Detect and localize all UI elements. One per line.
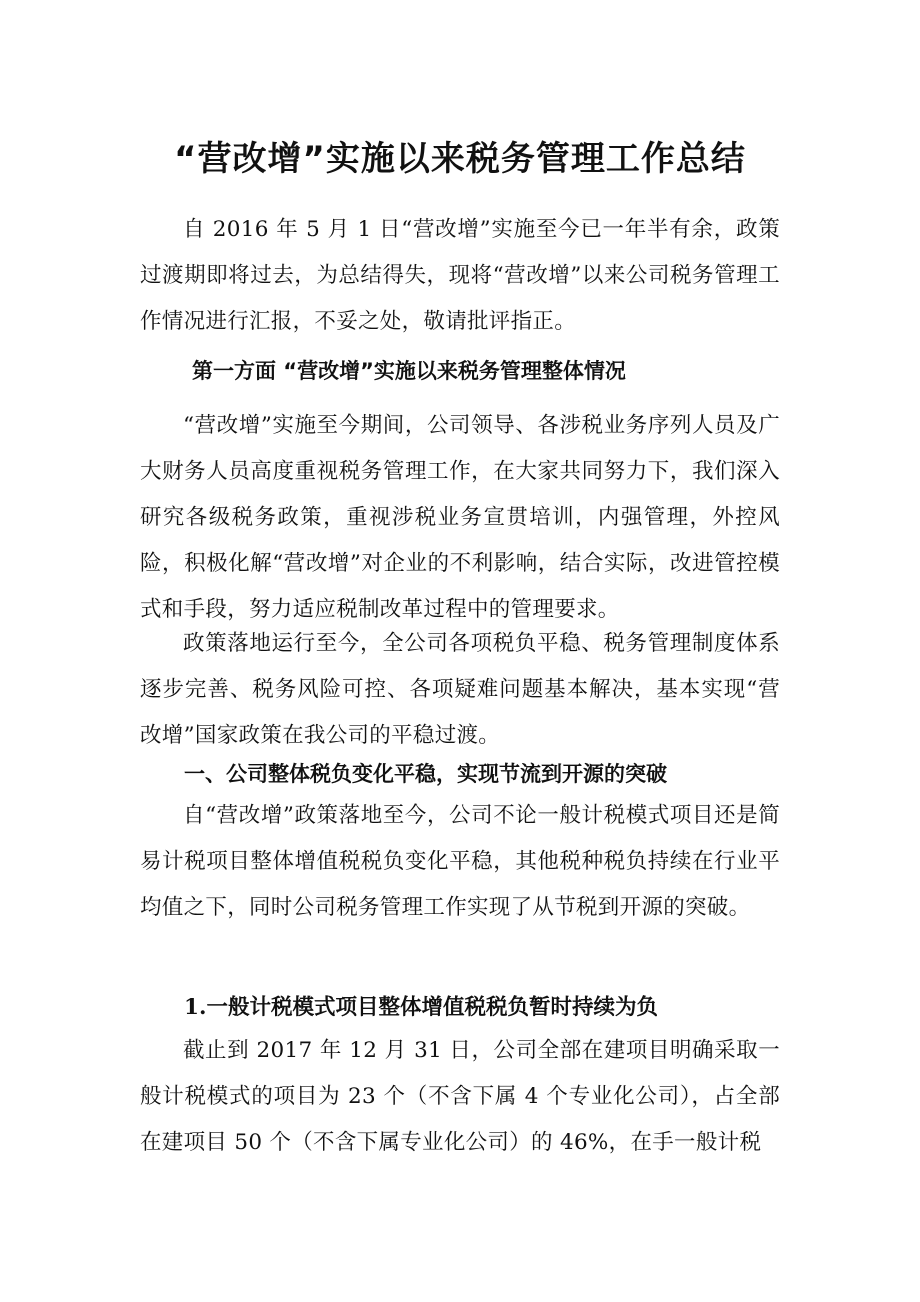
subsection-heading: 一、公司整体税负变化平稳，实现节流到开源的突破 xyxy=(184,762,667,786)
item-heading: 1.一般计税模式项目整体增值税税负暂时持续为负 xyxy=(184,995,658,1020)
section-paragraph-1: “营改增”实施至今期间，公司领导、各涉税业务序列人员及广大财务人员高度重视税务管理工作，在大家共同努力下，我们深入研究各级税务政策，重视涉税业务宣贯培训，内强管理，外控风险，积极化解“营改增”对企业的不利影响，结合实际，改进管控模式和手段，努力适应税制改革过程中的管理要求。 xyxy=(140,413,780,622)
document-title: “营改增”实施以来税务管理工作总结 xyxy=(174,139,746,179)
section-heading: 第一方面 “营改增”实施以来税务管理整体情况 xyxy=(192,359,626,383)
item-paragraph: 截止到 2017 年 12 月 31 日，公司全部在建项目明确采取一般计税模式的项目为 23 个（不含下属 4 个专业化公司），占全部在建项目 50 个（不含下属专业化公司）的 46%，在手一般计税 xyxy=(140,1038,780,1155)
intro-paragraph: 自 2016 年 5 月 1 日“营改增”实施至今已一年半有余，政策过渡期即将过去，为总结得失，现将“营改增”以来公司税务管理工作情况进行汇报，不妥之处，敬请批评指正。 xyxy=(140,217,780,334)
section-paragraph-2: 政策落地运行至今，全公司各项税负平稳、税务管理制度体系逐步完善、税务风险可控、各项疑难问题基本解决，基本实现“营改增”国家政策在我公司的平稳过渡。 xyxy=(140,631,780,748)
subsection-paragraph: 自“营改增”政策落地至今，公司不论一般计税模式项目还是简易计税项目整体增值税税负变化平稳，其他税种税负持续在行业平均值之下，同时公司税务管理工作实现了从节税到开源的突破。 xyxy=(140,803,780,920)
